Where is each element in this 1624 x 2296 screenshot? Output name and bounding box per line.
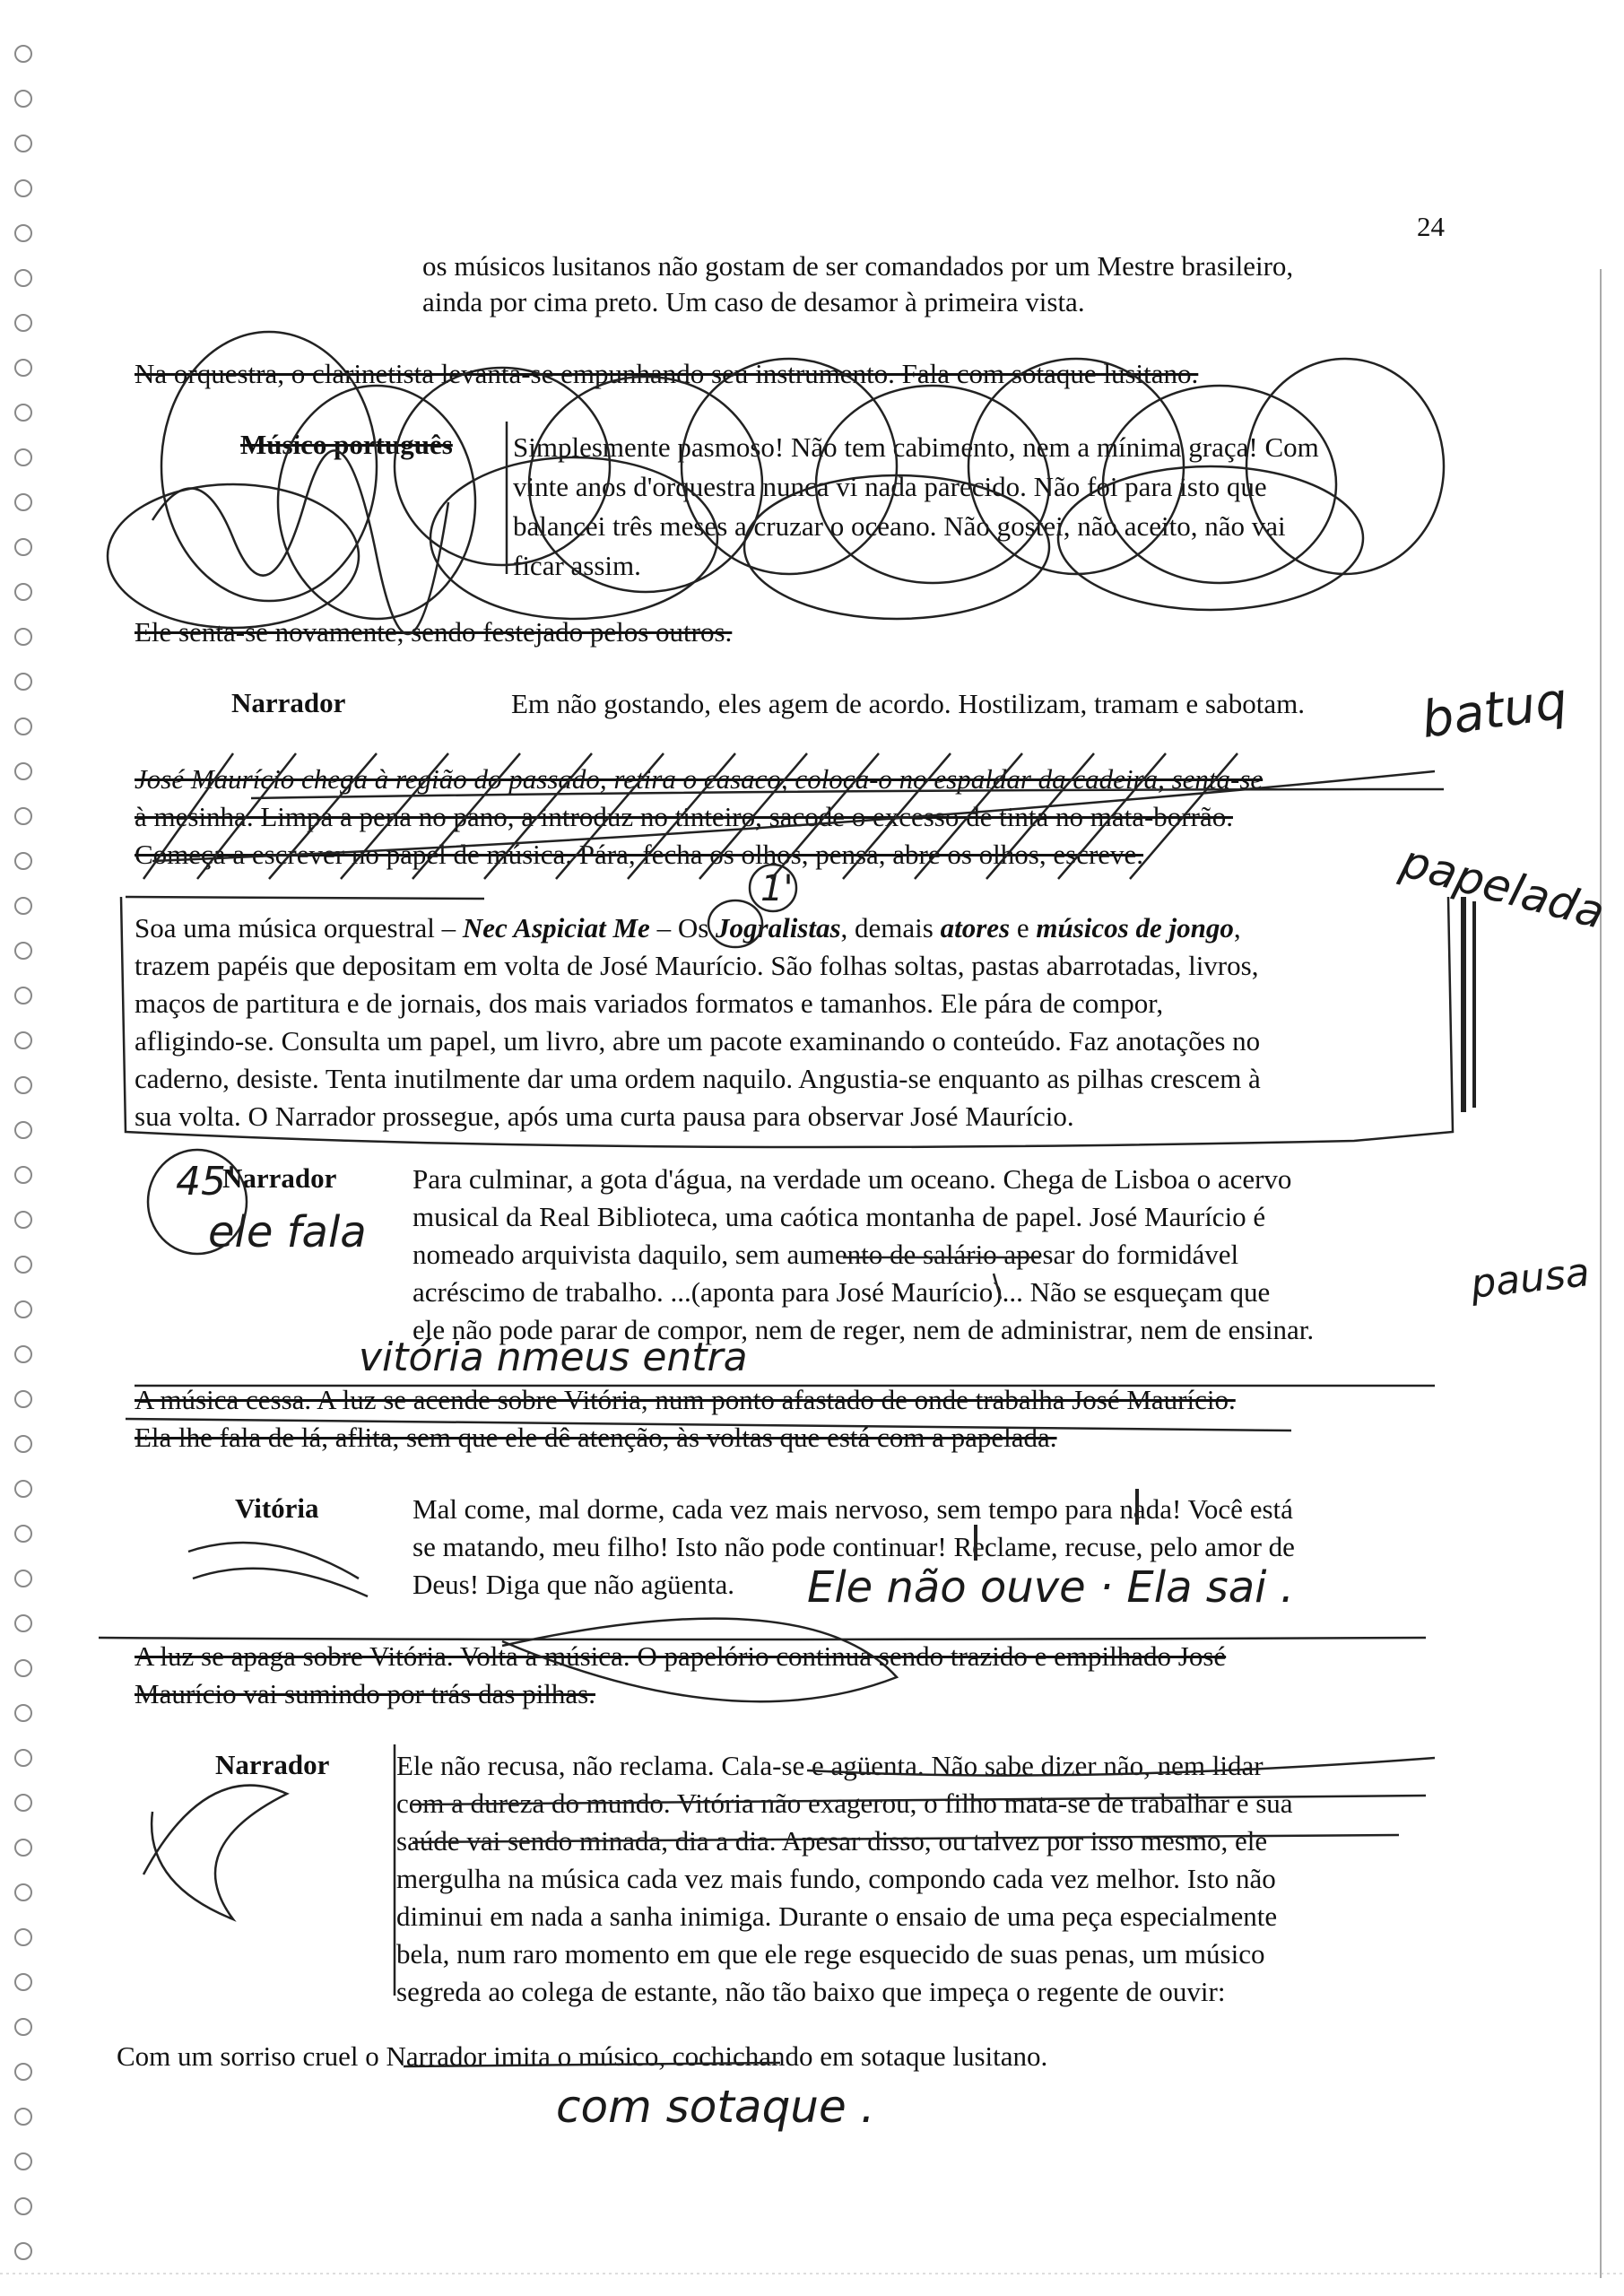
struck-stage-direction: Ele senta-se novamente, sendo festejado pelos outros. <box>135 616 733 648</box>
struck-speech-line: Simplesmente pasmoso! Não tem cabimento, nem a mínima graça! Com <box>513 431 1319 463</box>
speaker-name: Vitória <box>235 1492 319 1524</box>
struck-stage-direction: Maurício vai sumindo por trás das pilhas. <box>135 1678 595 1709</box>
struck-speech-line: vinte anos d'orquestra nunca vi nada parecido. Não foi para isto que <box>513 471 1267 502</box>
speech-line: Mal come, mal dorme, cada vez mais nervoso, sem tempo para nada! Você está <box>413 1493 1293 1525</box>
struck-stage-direction: Na orquestra, o clarinetista levanta-se empunhando seu instrumento. Fala com sotaque lusitano. <box>135 358 1199 389</box>
handwritten-note: vitória nmeus entra <box>359 1335 748 1380</box>
handwritten-note: 45' <box>176 1159 238 1205</box>
struck-speech-line: ficar assim. <box>513 550 641 581</box>
stage-direction-line: maços de partitura e de jornais, dos mais variados formatos e tamanhos. Ele pára de compor, <box>135 987 1164 1019</box>
speech-line: diminui em nada a sanha inimiga. Durante o ensaio de uma peça especialmente <box>396 1900 1278 1932</box>
handwritten-note: Ele não ouve · Ela sai . <box>807 1562 1295 1613</box>
stage-direction-line: Com um sorriso cruel o Narrador imita o músico, cochichando em sotaque lusitano. <box>117 2040 1048 2072</box>
handwritten-note: 1' <box>760 868 794 909</box>
handwritten-note: ele fala <box>208 1207 367 1257</box>
speech-line: Deus! Diga que não agüenta. <box>413 1569 734 1600</box>
speech-line: com a dureza do mundo. Vitória não exagerou, o filho mata-se de trabalhar e sua <box>396 1787 1293 1819</box>
handwritten-note: papelada <box>1395 834 1611 940</box>
stage-direction-line: sua volta. O Narrador prossegue, após uma curta pausa para observar José Maurício. <box>135 1100 1074 1132</box>
struck-stage-direction: A música cessa. A luz se acende sobre Vitória, num ponto afastado de onde trabalha José Maurício. <box>135 1384 1236 1415</box>
handwritten-note: com sotaque . <box>556 2081 875 2133</box>
speaker-name: Narrador <box>222 1162 337 1194</box>
speech-line: nomeado arquivista daquilo, sem aumento de salário apesar do formidável <box>413 1239 1239 1270</box>
handwritten-note: pausa <box>1468 1249 1592 1308</box>
speech-line: se matando, meu filho! Isto não pode continuar! Reclame, recuse, pelo amor de <box>413 1531 1295 1562</box>
speech-line: Em não gostando, eles agem de acordo. Hostilizam, tramam e sabotam. <box>511 688 1305 719</box>
speech-line: segreda ao colega de estante, não tão baixo que impeça o regente de ouvir: <box>396 1976 1226 2007</box>
speech-line: mergulha na música cada vez mais fundo, compondo cada vez melhor. Isto não <box>396 1863 1276 1894</box>
text-line: ainda por cima preto. Um caso de desamor à primeira vista. <box>422 286 1085 317</box>
struck-stage-direction: José Maurício chega à região do passado, retira o casaco, coloca-o no espaldar da cadeira, senta-se <box>135 763 1264 795</box>
speech-line: ele não pode parar de compor, nem de reger, nem de administrar, nem de ensinar. <box>413 1314 1315 1345</box>
handwritten-note: batuq <box>1418 671 1571 751</box>
speech-line: acréscimo de trabalho. ...(aponta para José Maurício)... Não se esqueçam que <box>413 1276 1271 1308</box>
struck-stage-direction: A luz se apaga sobre Vitória. Volta a música. O papelório continua sendo trazido e empilhado José <box>135 1640 1227 1672</box>
speaker-name: Narrador <box>231 687 346 718</box>
struck-stage-direction: à mesinha. Limpa a pena no pano, a introduz no tinteiro, sacode o excesso de tinta no mata-borrão. <box>135 801 1233 832</box>
page-number: 24 <box>1417 211 1445 242</box>
speech-line: saúde vai sendo minada, dia a dia. Apesar disso, ou talvez por isso mesmo, ele <box>396 1825 1268 1857</box>
speaker-name: Narrador <box>215 1749 330 1780</box>
struck-stage-direction: Começa a escrever no papel de música. Pára, fecha os olhos, pensa, abre os olhos, escreve. <box>135 839 1144 870</box>
stage-direction-line: afligindo-se. Consulta um papel, um livro, abre um pacote examinando o conteúdo. Faz anotações no <box>135 1025 1261 1057</box>
speech-line: musical da Real Biblioteca, uma caótica montanha de papel. José Maurício é <box>413 1201 1266 1232</box>
stage-direction-line: Soa uma música orquestral – Nec Aspiciat Me – Os Jogralistas, demais atores e músicos de jongo, <box>135 912 1241 944</box>
text-line: os músicos lusitanos não gostam de ser comandados por um Mestre brasileiro, <box>422 250 1294 282</box>
speaker-name: Músico português <box>240 429 453 460</box>
speech-line: bela, num raro momento em que ele rege esquecido de suas penas, um músico <box>396 1938 1265 1970</box>
stage-direction-line: caderno, desiste. Tenta inutilmente dar uma ordem naquilo. Angustia-se enquanto as pilhas crescem à <box>135 1063 1261 1094</box>
stage-direction-line: trazem papéis que depositam em volta de José Maurício. São folhas soltas, pastas abarrotadas, livros, <box>135 950 1259 981</box>
speech-line: Ele não recusa, não reclama. Cala-se e agüenta. Não sabe dizer não, nem lidar <box>396 1750 1264 1781</box>
struck-speech-line: balancei três meses a cruzar o oceano. Não gostei, não aceito, não vai <box>513 510 1286 542</box>
struck-stage-direction: Ela lhe fala de lá, aflita, sem que ele dê atenção, às voltas que está com a papelada. <box>135 1422 1057 1453</box>
speech-line: Para culminar, a gota d'água, na verdade um oceano. Chega de Lisboa o acervo <box>413 1163 1292 1195</box>
